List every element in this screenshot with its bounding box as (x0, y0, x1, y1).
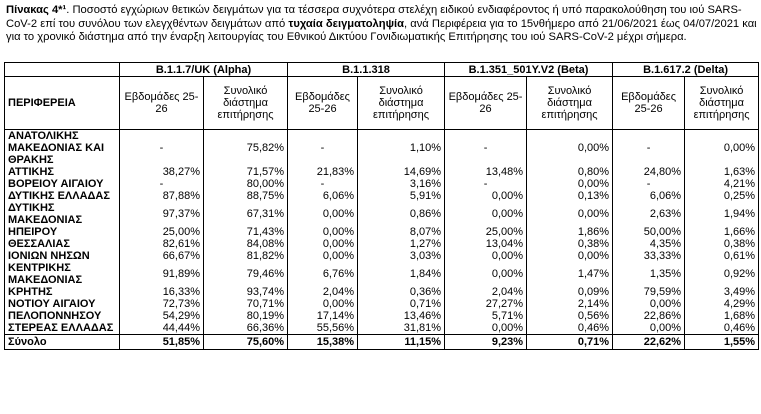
total-row (5, 335, 759, 350)
sub-header-total: Συνολικό διάστημα επιτήρησης (204, 77, 288, 130)
value-cell: 0,56% (527, 310, 613, 322)
value-cell: 1,68% (685, 310, 759, 322)
value-cell: 0,92% (685, 262, 759, 286)
value-cell: 97,37% (120, 202, 204, 226)
sub-header-total: Συνολικό διάστημα επιτήρησης (685, 77, 759, 130)
region-name: ΘΕΣΣΑΛΙΑΣ (5, 238, 120, 250)
value-cell: 0,00% (527, 202, 613, 226)
value-cell: 0,61% (685, 250, 759, 262)
value-cell: 13,04% (445, 238, 527, 250)
value-cell: 80,19% (204, 310, 288, 322)
value-cell: - (288, 130, 358, 167)
table-row (5, 262, 759, 286)
sub-header-weeks: Εβδομάδες 25-26 (445, 77, 527, 130)
region-name: ΚΡΗΤΗΣ (5, 286, 120, 298)
table-row (5, 238, 759, 250)
variant-header-b11318: B.1.1.318 (288, 63, 445, 77)
value-cell: 71,57% (204, 166, 288, 178)
value-cell: 93,74% (204, 286, 288, 298)
value-cell: 27,27% (445, 298, 527, 310)
value-cell: 2,04% (445, 286, 527, 298)
value-cell: 0,71% (358, 298, 445, 310)
value-cell: - (613, 178, 685, 190)
table-row (5, 310, 759, 322)
variant-header-delta: B.1.617.2 (Delta) (613, 63, 759, 77)
region-name: ΝΟΤΙΟΥ ΑΙΓΑΙΟΥ (5, 298, 120, 310)
value-cell: 4,35% (613, 238, 685, 250)
region-name: ΣΤΕΡΕΑΣ ΕΛΛΑΔΑΣ (5, 322, 120, 335)
caption-text-before: . Ποσοστό εγχώριων θετικών δειγμάτων για τα τέσσερα συχνότερα στελέχη ειδικού ενδιαφέροντος ή υπό παρακολούθηση του ιού SARS-CoV-2 επί του συνόλου των ελεγχθέντων δειγμάτων από (6, 4, 742, 30)
value-cell: 44,44% (120, 322, 204, 335)
value-cell: 0,00% (445, 322, 527, 335)
total-cell: 1,55% (685, 335, 759, 350)
table-row (5, 226, 759, 238)
table-row (5, 166, 759, 178)
value-cell: 0,00% (445, 262, 527, 286)
caption-label: Πίνακας 4*¹ (6, 4, 67, 16)
variant-header-row (5, 63, 759, 77)
value-cell: 3,49% (685, 286, 759, 298)
value-cell: 25,00% (445, 226, 527, 238)
total-cell: 15,38% (288, 335, 358, 350)
total-label: Σύνολο (5, 335, 120, 350)
value-cell: - (288, 178, 358, 190)
value-cell: 5,91% (358, 190, 445, 202)
value-cell: 71,43% (204, 226, 288, 238)
value-cell: 70,71% (204, 298, 288, 310)
value-cell: 5,71% (445, 310, 527, 322)
value-cell: 0,00% (288, 298, 358, 310)
value-cell: 24,80% (613, 166, 685, 178)
value-cell: 0,00% (527, 178, 613, 190)
value-cell: 50,00% (613, 226, 685, 238)
value-cell: 0,00% (685, 130, 759, 167)
value-cell: 82,61% (120, 238, 204, 250)
value-cell: 88,75% (204, 190, 288, 202)
value-cell: 0,38% (527, 238, 613, 250)
value-cell: 0,00% (445, 190, 527, 202)
value-cell: 6,06% (613, 190, 685, 202)
variant-header-alpha: B.1.1.7/UK (Alpha) (120, 63, 288, 77)
value-cell: 16,33% (120, 286, 204, 298)
variant-header-beta: B.1.351_501Y.V2 (Beta) (445, 63, 613, 77)
value-cell: - (445, 130, 527, 167)
value-cell: 1,63% (685, 166, 759, 178)
value-cell: 67,31% (204, 202, 288, 226)
table-row (5, 298, 759, 310)
value-cell: 3,16% (358, 178, 445, 190)
region-name: ΔΥΤΙΚΗΣ ΜΑΚΕΔΟΝΙΑΣ (5, 202, 120, 226)
value-cell: 0,13% (527, 190, 613, 202)
value-cell: 17,14% (288, 310, 358, 322)
table-body (5, 130, 759, 335)
total-cell: 0,71% (527, 335, 613, 350)
table-row (5, 322, 759, 335)
sub-header-weeks: Εβδομάδες 25-26 (120, 77, 204, 130)
value-cell: 81,82% (204, 250, 288, 262)
value-cell: 0,00% (527, 130, 613, 167)
region-name: ΔΥΤΙΚΗΣ ΕΛΛΑΔΑΣ (5, 190, 120, 202)
value-cell: 72,73% (120, 298, 204, 310)
value-cell: 22,86% (613, 310, 685, 322)
total-cell: 51,85% (120, 335, 204, 350)
value-cell: 31,81% (358, 322, 445, 335)
corner-cell (5, 63, 120, 77)
value-cell: 55,56% (288, 322, 358, 335)
value-cell: 80,00% (204, 178, 288, 190)
value-cell: 2,14% (527, 298, 613, 310)
value-cell: 66,36% (204, 322, 288, 335)
total-cell: 11,15% (358, 335, 445, 350)
value-cell: 8,07% (358, 226, 445, 238)
value-cell: 21,83% (288, 166, 358, 178)
value-cell: 0,86% (358, 202, 445, 226)
region-name: ΙΟΝΙΩΝ ΝΗΣΩΝ (5, 250, 120, 262)
total-cell: 22,62% (613, 335, 685, 350)
value-cell: 84,08% (204, 238, 288, 250)
value-cell: 6,06% (288, 190, 358, 202)
value-cell: 0,00% (445, 250, 527, 262)
sub-header-row (5, 77, 759, 130)
value-cell: 91,89% (120, 262, 204, 286)
value-cell: 0,09% (527, 286, 613, 298)
region-name: ΑΝΑΤΟΛΙΚΗΣ ΜΑΚΕΔΟΝΙΑΣ ΚΑΙ ΘΡΑΚΗΣ (5, 130, 120, 167)
variants-table (4, 62, 759, 350)
value-cell: 79,59% (613, 286, 685, 298)
region-header: ΠΕΡΙΦΕΡΕΙΑ (5, 77, 120, 130)
table-row (5, 190, 759, 202)
region-name: ΗΠΕΙΡΟΥ (5, 226, 120, 238)
table-row (5, 286, 759, 298)
value-cell: 1,27% (358, 238, 445, 250)
value-cell: - (613, 130, 685, 167)
value-cell: 13,48% (445, 166, 527, 178)
value-cell: 3,03% (358, 250, 445, 262)
value-cell: 0,46% (685, 322, 759, 335)
value-cell: 4,29% (685, 298, 759, 310)
value-cell: 2,04% (288, 286, 358, 298)
sub-header-total: Συνολικό διάστημα επιτήρησης (527, 77, 613, 130)
value-cell: 1,86% (527, 226, 613, 238)
value-cell: 0,80% (527, 166, 613, 178)
value-cell: 0,00% (288, 202, 358, 226)
value-cell: 79,46% (204, 262, 288, 286)
value-cell: 1,10% (358, 130, 445, 167)
value-cell: 1,84% (358, 262, 445, 286)
region-name: ΒΟΡΕΙΟΥ ΑΙΓΑΙΟΥ (5, 178, 120, 190)
value-cell: 33,33% (613, 250, 685, 262)
value-cell: 87,88% (120, 190, 204, 202)
value-cell: 75,82% (204, 130, 288, 167)
table-row (5, 250, 759, 262)
value-cell: 1,47% (527, 262, 613, 286)
value-cell: - (120, 130, 204, 167)
region-name: ΚΕΝΤΡΙΚΗΣ ΜΑΚΕΔΟΝΙΑΣ (5, 262, 120, 286)
value-cell: 0,00% (288, 250, 358, 262)
value-cell: 38,27% (120, 166, 204, 178)
sub-header-weeks: Εβδομάδες 25-26 (288, 77, 358, 130)
value-cell: 0,00% (445, 202, 527, 226)
value-cell: 4,21% (685, 178, 759, 190)
sub-header-total: Συνολικό διάστημα επιτήρησης (358, 77, 445, 130)
value-cell: 1,66% (685, 226, 759, 238)
table-caption (6, 4, 758, 45)
region-name: ΑΤΤΙΚΗΣ (5, 166, 120, 178)
table-row (5, 130, 759, 167)
total-cell: 75,60% (204, 335, 288, 350)
value-cell: - (120, 178, 204, 190)
value-cell: 0,00% (288, 226, 358, 238)
value-cell: 13,46% (358, 310, 445, 322)
value-cell: 0,00% (288, 238, 358, 250)
value-cell: 66,67% (120, 250, 204, 262)
caption-text-after: , ανά Περιφέρεια για το 15νθήμερο από 21/06/2021 έως 04/07/2021 και για το χρονικό διάστημα από την έναρξη λειτουργίας του Εθνικού Δικτύου Γονιδιωματικής Επιτήρησης του ιού SARS-CoV-2 μέχρι σήμερα. (6, 17, 757, 44)
total-cell: 9,23% (445, 335, 527, 350)
value-cell: 0,46% (527, 322, 613, 335)
value-cell: 25,00% (120, 226, 204, 238)
caption-bold-phrase: τυχαία δειγματοληψία (288, 17, 405, 30)
table-row (5, 178, 759, 190)
value-cell: 1,35% (613, 262, 685, 286)
value-cell: 6,76% (288, 262, 358, 286)
value-cell: 0,00% (527, 250, 613, 262)
region-name: ΠΕΛΟΠΟΝΝΗΣΟΥ (5, 310, 120, 322)
value-cell: 0,36% (358, 286, 445, 298)
value-cell: 2,63% (613, 202, 685, 226)
value-cell: 54,29% (120, 310, 204, 322)
value-cell: 0,25% (685, 190, 759, 202)
value-cell: 14,69% (358, 166, 445, 178)
sub-header-weeks: Εβδομάδες 25-26 (613, 77, 685, 130)
value-cell: 0,38% (685, 238, 759, 250)
value-cell: - (445, 178, 527, 190)
value-cell: 0,00% (613, 298, 685, 310)
value-cell: 1,94% (685, 202, 759, 226)
table-row (5, 202, 759, 226)
value-cell: 0,00% (613, 322, 685, 335)
